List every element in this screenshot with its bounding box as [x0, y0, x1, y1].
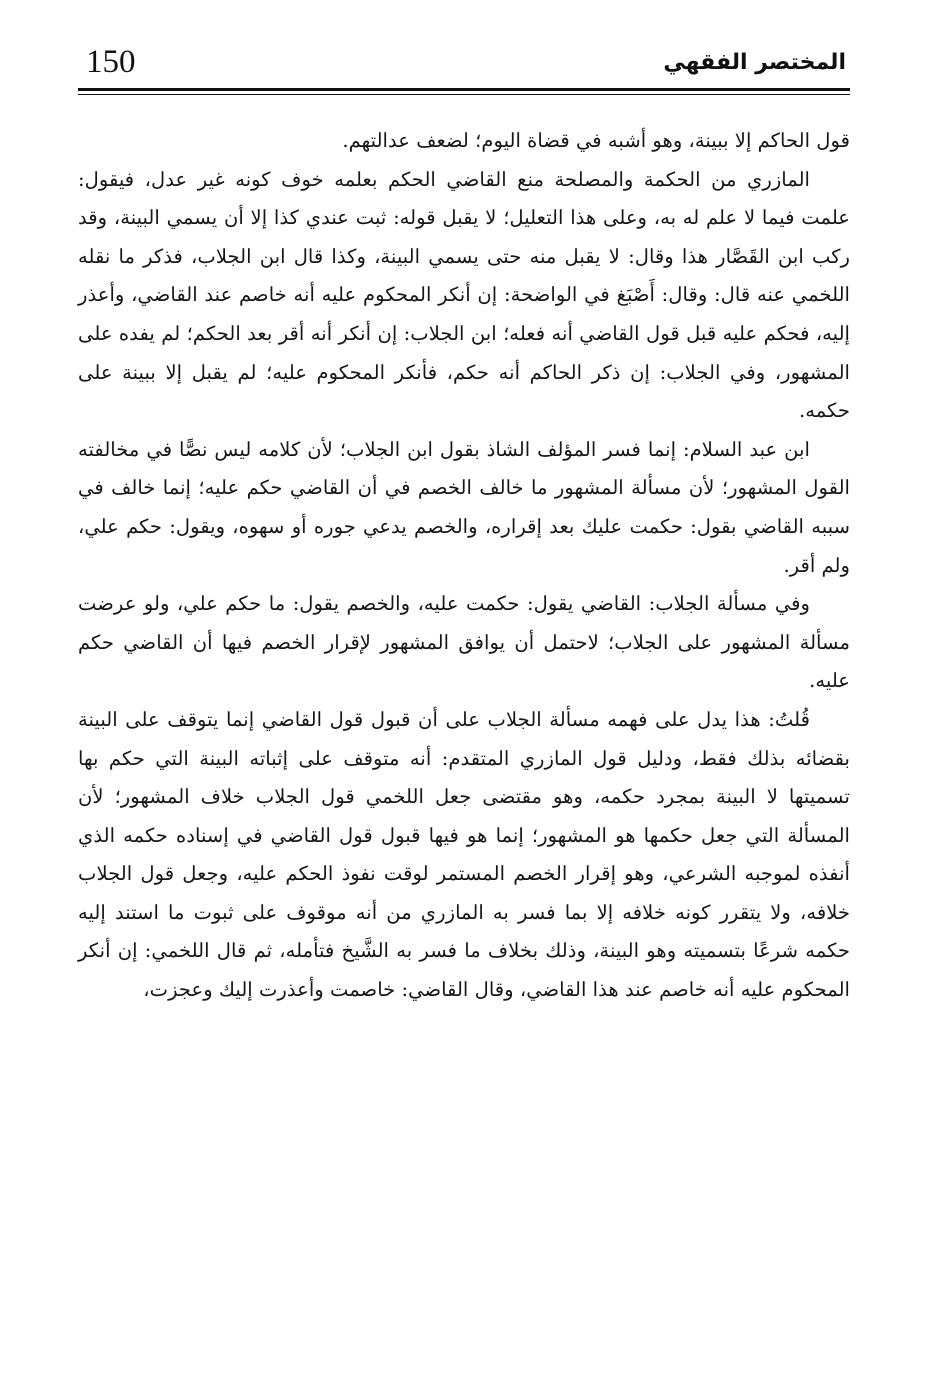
paragraph-5: قُلتُ: هذا يدل على فهمه مسألة الجلاب على أن قبول قول القاضي إنما يتوقف على البينة بقضائه بذلك فقط، ودليل قول المازري المتقدم: أنه متوقف على إثباته البينة التي حكم بها تسميتها لا البينة بمجرد حكمه، وهو مقتضى جعل اللخمي قول الجلاب خلاف المشهور؛ لأن المسألة التي جعل حكمها هو المشهور؛ إنما هو فيها قبول قول القاضي في إسناده حكمه الذي أنفذه لموجبه الشرعي، وهو إقرار الخصم المستمر لوقت نفوذ الحكم عليه، وجعل قول الجلاب خلافه، ولا يتقرر كونه خلافه إلا بما فسر به المازري من أنه موقوف على ثبوت ما استند إليه حكمه شرعًا بتسميته وهو البينة، وذلك بخلاف ما فسر به الشَّيخ فتأمله، ثم قال اللخمي: إن أنكر المحكوم عليه أنه خاصم عند هذا القاضي، وقال القاضي: خاصمت وأعذرت إليك وعجزت، [78, 707, 850, 1002]
paragraph-3: ابن عبد السلام: إنما فسر المؤلف الشاذ بقول ابن الجلاب؛ لأن كلامه ليس نصًّا في مخالفته القول المشهور؛ لأن مسألة المشهور ما خالف الخصم في أن القاضي حكم عليه؛ إنما خالف في سببه القاضي بقول: حكمت عليك بعد إقراره، والخصم يدعي جوره أو سهوه، ويقول: حكم علي، ولم أقر. [78, 437, 850, 577]
header-rule-thin [78, 94, 850, 95]
page-number: 150 [86, 44, 136, 80]
body-text [78, 122, 850, 1010]
paragraph-1: قول الحاكم إلا ببينة، وهو أشبه في قضاة اليوم؛ لضعف عدالتهم. [342, 129, 850, 152]
running-title: المختصر الفقهي [663, 50, 846, 75]
paragraph-2: المازري من الحكمة والمصلحة منع القاضي الحكم بعلمه خوف كونه غير عدل، فيقول: علمت فيما لا علم له به، وعلى هذا التعليل؛ لا يقبل قوله: ثبت عندي كذا إلا أن يسمي البينة، وقد ركب ابن القَصَّار هذا وقال: لا يقبل منه حتى يسمي البينة، وكذا قال ابن الجلاب، فذكر ما نقله اللخمي عنه قال: وقال: أَصْبَغ في الواضحة: إن أنكر المحكوم عليه أنه خاصم عند القاضي، وأعذر إليه، فحكم عليه قبل قول القاضي أنه فعله؛ ابن الجلاب: إن أنكر أنه أقر بعد الحكم؛ لم يفده على المشهور، وفي الجلاب: إن ذكر الحاكم أنه حكم، فأنكر المحكوم عليه؛ لم يقبل إلا ببينة على حكمه. [78, 167, 850, 423]
page-header [78, 40, 850, 90]
header-rule-thick [78, 88, 850, 91]
paragraph-4: وفي مسألة الجلاب: القاضي يقول: حكمت عليه، والخصم يقول: ما حكم علي، ولو عرضت مسألة المشهور على الجلاب؛ لاحتمل أن يوافق المشهور لإقرار الخصم فيها أن القاضي حكم عليه. [78, 592, 850, 693]
